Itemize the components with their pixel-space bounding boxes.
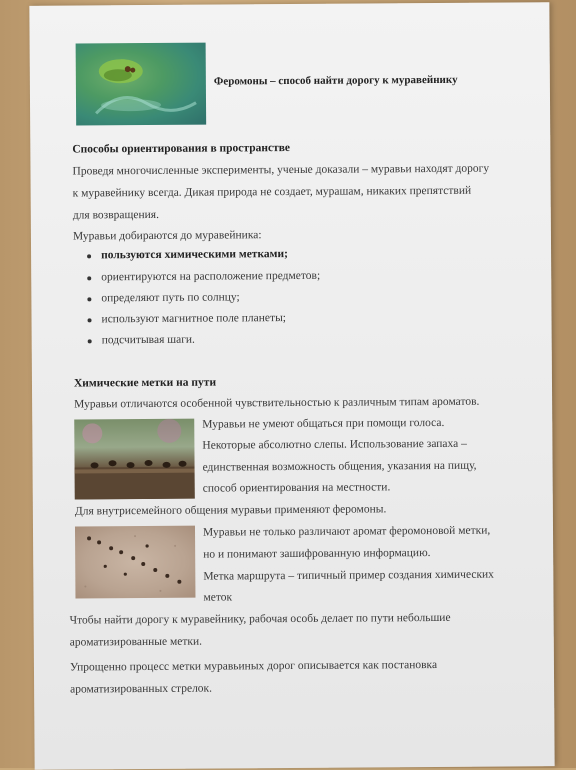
section1-para-line-2: к муравейнику всегда. Дикая природа не создает, мурашам, никаких препятствий bbox=[72, 184, 472, 200]
block1-line-2: Некоторые абсолютно слепы. Использование запаха – bbox=[202, 437, 467, 452]
bullet-marker bbox=[87, 254, 91, 258]
bullet-item: определяют путь по солнцу; bbox=[101, 291, 240, 305]
ants-on-log-photo bbox=[74, 419, 195, 500]
section1-para-line-1: Проведя многочисленные эксперименты, ученые доказали – муравьи находят дорогу bbox=[72, 162, 490, 178]
block1-line-1: Муравьи не умеют общаться при помощи голоса. bbox=[202, 416, 445, 431]
section2-middle: Для внутрисемейного общения муравьи применяют феромоны. bbox=[74, 503, 387, 518]
section2-heading: Химические метки на пути bbox=[73, 376, 217, 390]
block2-line-3: Метка маршрута – типичный пример создания химических bbox=[203, 568, 494, 583]
closing-line-3: Упрощенно процесс метки муравьиных дорог описывается как постановка bbox=[69, 658, 438, 674]
bullet-item: ориентируются на расположение предметов; bbox=[101, 269, 321, 284]
closing-line-1: Чтобы найти дорогу к муравейнику, рабочая особь делает по пути небольшие bbox=[69, 611, 451, 627]
section1-heading: Способы ориентирования в пространстве bbox=[72, 142, 291, 156]
paper-sheet bbox=[29, 2, 554, 770]
section2-lead: Муравьи отличаются особенной чувствительностью к различным типам ароматов. bbox=[74, 395, 480, 411]
block2-line-1: Муравьи не только различают аромат феромоновой метки, bbox=[202, 524, 491, 539]
page-title: Феромоны – способ найти дорогу к муравейнику bbox=[213, 73, 458, 88]
block2-line-4: меток bbox=[203, 591, 233, 604]
closing-line-2: ароматизированные метки. bbox=[69, 635, 203, 649]
block1-line-3: единственная возможность общения, указания на пищу, bbox=[202, 459, 477, 474]
bullet-item: подсчитывая шаги. bbox=[101, 333, 195, 347]
bullet-item: пользуются химическими метками; bbox=[101, 248, 288, 262]
bullet-marker bbox=[88, 339, 92, 343]
bullet-item: используют магнитное поле планеты; bbox=[101, 312, 287, 326]
section1-intro: Муравьи добираются до муравейника: bbox=[72, 229, 262, 243]
section1-para-line-3: для возвращения. bbox=[72, 208, 159, 222]
bullet-marker bbox=[87, 276, 91, 280]
block1-line-4: способ ориентирования на местности. bbox=[202, 481, 391, 495]
ant-on-leaf-photo bbox=[76, 43, 207, 126]
bullet-marker bbox=[88, 318, 92, 322]
closing-line-4: ароматизированных стрелок. bbox=[70, 682, 213, 696]
block2-line-2: но и понимают зашифрованную информацию. bbox=[203, 547, 431, 561]
bullet-marker bbox=[87, 297, 91, 301]
ant-trail-on-soil-photo bbox=[75, 526, 195, 599]
